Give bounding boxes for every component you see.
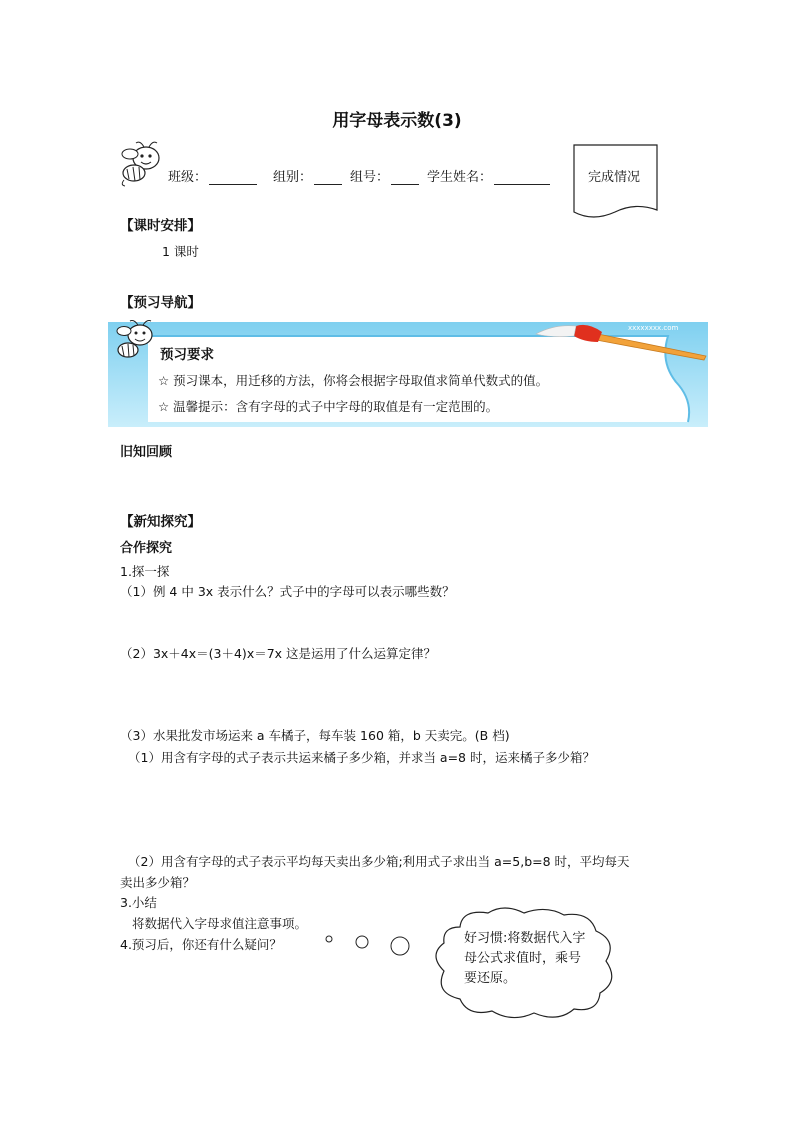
cooperation-heading: 合作探究 [120, 541, 173, 556]
svg-text:xxxxxxxx.com: xxxxxxxx.com [628, 324, 679, 332]
group-blank[interactable] [314, 170, 342, 185]
schedule-content: 1 课时 [162, 244, 199, 259]
exercise-line: （2）3x＋4x＝(3＋4)x＝7x 这是运用了什么运算定律？ [120, 646, 437, 661]
number-blank[interactable] [391, 170, 419, 185]
summary-heading: 3.小结 [120, 895, 157, 910]
preview-nav-heading: 【预习导航】 [120, 295, 201, 311]
good-habit-note: 好习惯:将数据代入字母公式求值时，乘号要还原。 [464, 931, 586, 986]
group-field: 组别： [273, 166, 342, 185]
number-field: 组号： [350, 166, 419, 185]
exercise-line: 卖出多少箱？ [120, 875, 196, 890]
student-name-field: 学生姓名： [427, 166, 550, 185]
page-title: 用字母表示数(3) [332, 111, 462, 131]
preview-item: ☆ 预习课本，用迁移的方法，你将会根据字母取值求简单代数式的值。 [158, 373, 549, 388]
new-knowledge-heading: 【新知探究】 [120, 514, 201, 530]
bee-mascot-icon [110, 318, 162, 364]
student-name-blank[interactable] [494, 170, 550, 185]
exercise-line: （2）用含有字母的式子表示平均每天卖出多少箱;利用式子求出当 a=5,b=8 时，平均每天 [128, 854, 630, 869]
preview-requirements-title: 预习要求 [160, 347, 214, 363]
class-blank[interactable] [209, 170, 257, 185]
summary-content: 将数据代入字母求值注意事项。 [132, 916, 308, 931]
exercise-line: （1）例 4 中 3x 表示什么？式子中的字母可以表示哪些数？ [120, 584, 455, 599]
preview-item: ☆ 温馨提示：含有字母的式子中字母的取值是有一定范围的。 [158, 399, 499, 414]
review-heading: 旧知回顾 [120, 445, 173, 460]
exercise-line: 1.探一探 [120, 564, 170, 579]
class-field: 班级： [168, 166, 257, 185]
question-prompt: 4.预习后，你还有什么疑问？ [120, 937, 282, 952]
completion-label: 完成情况 [588, 170, 641, 185]
brush-icon [528, 318, 712, 362]
bee-mascot-icon [116, 140, 168, 188]
exercise-line: （3）水果批发市场运来 a 车橘子，每车装 160 箱，b 天卖完。(B 档) [120, 728, 510, 743]
schedule-heading: 【课时安排】 [120, 218, 201, 234]
exercise-line: （1）用含有字母的式子表示共运来橘子多少箱，并求当 a=8 时，运来橘子多少箱？ [128, 750, 595, 765]
